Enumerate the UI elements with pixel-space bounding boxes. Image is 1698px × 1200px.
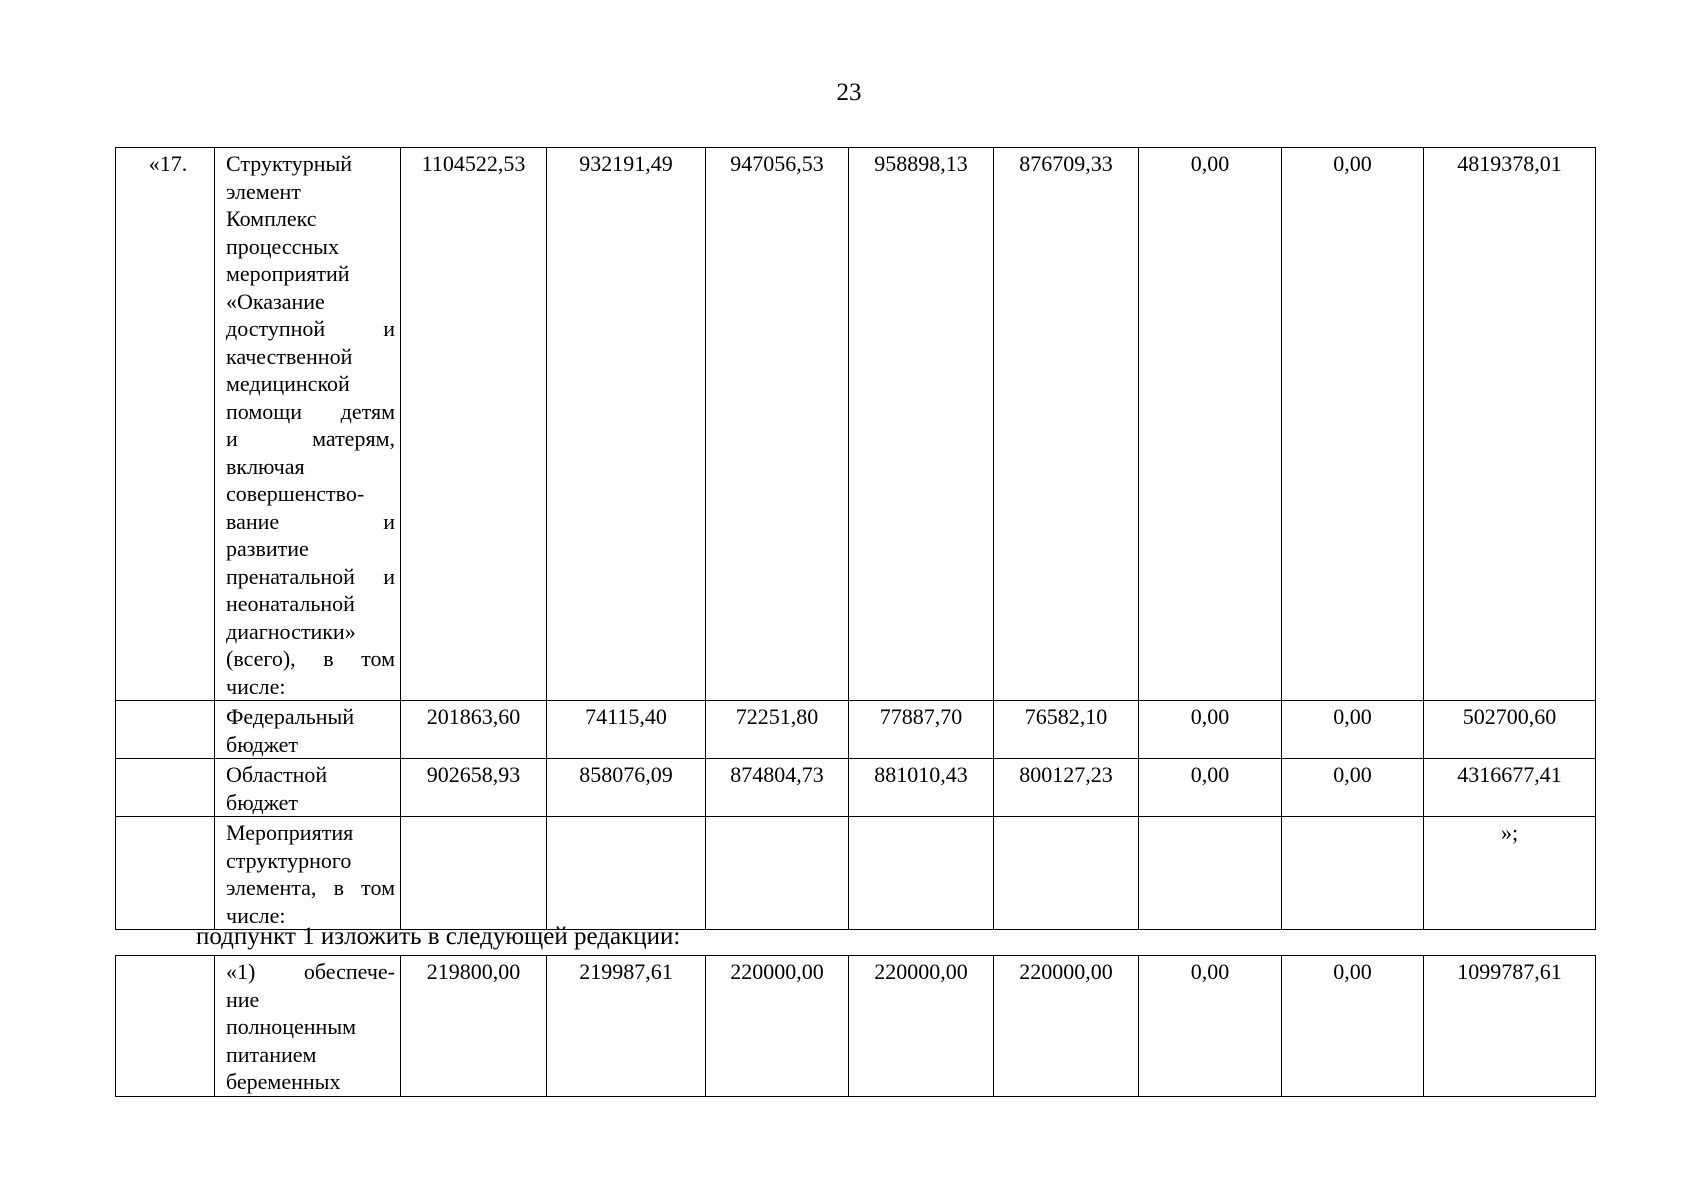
value-cell: 876709,33: [994, 148, 1139, 701]
value-cell: 0,00: [1282, 701, 1424, 759]
row-name-line: числе:: [226, 673, 286, 699]
page-number: 23: [836, 79, 862, 106]
row-name-line: «1) обеспече-: [226, 959, 395, 984]
value-cell: 1104522,53: [401, 148, 547, 701]
row-name-cell: [215, 956, 401, 1097]
row-name-line: совершенство-: [226, 481, 365, 506]
row-name-line: медицинской: [226, 371, 350, 396]
row-name-line: неонатальной: [226, 591, 355, 616]
total-cell: 4316677,41: [1424, 759, 1596, 817]
value-cell: 0,00: [1282, 148, 1424, 701]
value-cell: 0,00: [1282, 956, 1424, 1097]
row-name-line: Областной: [226, 762, 328, 787]
total-cell: 1099787,61: [1424, 956, 1596, 1097]
value-cell: 902658,93: [401, 759, 547, 817]
row-name-line: Федеральный: [226, 704, 355, 729]
value-cell: [547, 817, 706, 930]
value-cell: 74115,40: [547, 701, 706, 759]
value-cell: [401, 817, 547, 930]
row-name-cell: [215, 817, 401, 930]
row-number-cell: [116, 148, 215, 701]
budget-table-body: [116, 148, 1596, 930]
subitem-table: [115, 955, 1596, 1097]
row-name-line: числе:: [226, 902, 286, 928]
instruction-text: подпункт 1 изложить в следующей редакции:: [196, 923, 681, 950]
value-cell: 947056,53: [706, 148, 849, 701]
row-name-line: пренатальной и: [226, 563, 395, 589]
row-name-line: Мероприятия: [226, 820, 354, 845]
value-cell: 0,00: [1139, 759, 1282, 817]
row-name-line: развитие: [226, 536, 309, 561]
row-number-cell: [116, 956, 215, 1097]
row-name-line: мероприятий: [226, 261, 350, 286]
row-name-line: элемент: [226, 178, 301, 204]
value-cell: 220000,00: [849, 956, 994, 1097]
value-cell: 874804,73: [706, 759, 849, 817]
row-name: [226, 761, 395, 816]
row-name-line: полноценным: [226, 1014, 357, 1039]
row-number-cell: [116, 759, 215, 817]
row-name-line: вание и: [226, 508, 395, 534]
row-name: [226, 958, 395, 1096]
value-cell: 0,00: [1282, 759, 1424, 817]
total-cell: 4819378,01: [1424, 148, 1596, 701]
table-row: [116, 701, 1596, 759]
row-name-line: структурного: [226, 847, 352, 873]
value-cell: 76582,10: [994, 701, 1139, 759]
value-cell: [1139, 817, 1282, 930]
row-name-cell: [215, 701, 401, 759]
row-name-line: бюджет: [226, 789, 298, 815]
row-name-line: доступной и: [226, 316, 395, 341]
table-row: [116, 956, 1596, 1097]
value-cell: 219987,61: [547, 956, 706, 1097]
value-cell: 72251,80: [706, 701, 849, 759]
value-cell: 881010,43: [849, 759, 994, 817]
total-cell: »;: [1424, 817, 1596, 930]
value-cell: [706, 817, 849, 930]
row-name-line: и матерям,: [226, 426, 395, 451]
row-name-line: диагностики»: [226, 618, 356, 644]
row-name: [226, 819, 395, 929]
total-cell: 502700,60: [1424, 701, 1596, 759]
value-cell: 0,00: [1139, 148, 1282, 701]
row-name-cell: [215, 759, 401, 817]
row-name: [226, 703, 395, 758]
row-name-line: «Оказание: [226, 288, 325, 314]
row-name-line: процессных: [226, 233, 339, 259]
row-name-line: помощи детям: [226, 398, 395, 424]
row-name-line: питанием: [226, 1041, 317, 1067]
subitem-table-body: [116, 956, 1596, 1097]
row-number-cell: [116, 817, 215, 930]
row-name-line: бюджет: [226, 731, 298, 757]
value-cell: 77887,70: [849, 701, 994, 759]
value-cell: [849, 817, 994, 930]
value-cell: 220000,00: [994, 956, 1139, 1097]
table-row: [116, 817, 1596, 930]
row-name-line: элемента, в том: [226, 875, 395, 900]
row-name-line: Структурный: [226, 151, 353, 176]
row-name-cell: [215, 148, 401, 701]
value-cell: 932191,49: [547, 148, 706, 701]
row-name-line: включая: [226, 453, 305, 479]
value-cell: 219800,00: [401, 956, 547, 1097]
value-cell: 858076,09: [547, 759, 706, 817]
table-row: [116, 759, 1596, 817]
budget-table: [115, 147, 1596, 930]
row-name-line: (всего), в том: [226, 646, 395, 671]
value-cell: 201863,60: [401, 701, 547, 759]
table-row: [116, 148, 1596, 701]
value-cell: 220000,00: [706, 956, 849, 1097]
row-name: [226, 150, 395, 700]
value-cell: 0,00: [1139, 956, 1282, 1097]
row-name-line: беременных: [226, 1069, 341, 1094]
value-cell: [994, 817, 1139, 930]
row-number: «17.: [148, 151, 188, 176]
row-name-line: Комплекс: [226, 206, 317, 231]
row-number-cell: [116, 701, 215, 759]
row-name-line: качественной: [226, 343, 353, 369]
value-cell: 958898,13: [849, 148, 994, 701]
value-cell: [1282, 817, 1424, 930]
row-name-line: ние: [226, 986, 260, 1012]
value-cell: 0,00: [1139, 701, 1282, 759]
value-cell: 800127,23: [994, 759, 1139, 817]
